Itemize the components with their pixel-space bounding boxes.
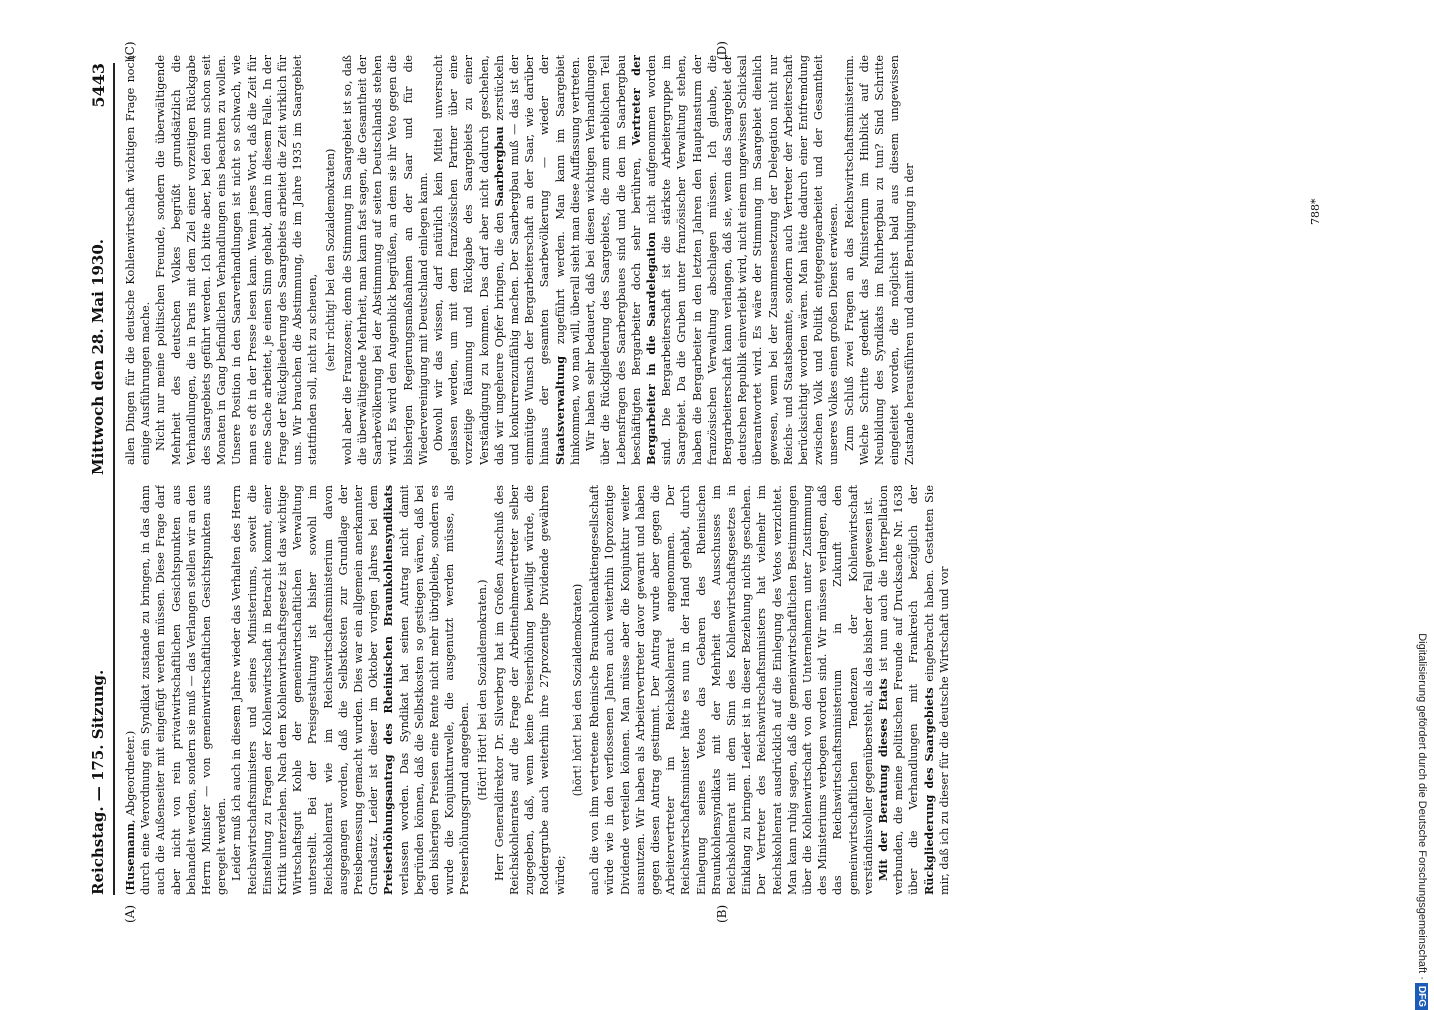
- head-date: Mittwoch den 28. Mai 1930.: [89, 238, 107, 475]
- running-head: [85, 63, 115, 895]
- paragraph: Mit der Beratung dieses Etats ist nun auch die Interpellation verbunden, die meine politischen Freunde auf Drucksache Nr. 1638 über die Verhandlungen mit Frankreich bezüglich der Rückgliederung des Saargebiets eingebracht haben. Gestatten Sie mir, daß ich zu dieser für die deutsche Wirtschaft und vor: [875, 485, 951, 895]
- sheet-mark: 788*: [1309, 198, 1322, 225]
- paragraph: allen Dingen für die deutsche Kohlenwirtschaft wichtigen Frage noch einige Ausführungen mache.: [124, 55, 153, 465]
- interjection: (sehr richtig! bei den Sozialdemokraten): [323, 148, 337, 372]
- text-column-left: [123, 485, 1303, 895]
- margin-marker-a: (A): [123, 904, 137, 923]
- newspaper-page: [85, 41, 1325, 923]
- margin-marker-d: (D): [715, 41, 729, 60]
- paragraph: Wir haben sehr bedauert, daß bei diesen wichtigen Verhandlungen über die Rückgliederung des Saargebiets, die zum erheblichen Teil Lebensfragen des Saarbergbaues sind und die den im Saarbergbau beschäftigten Bergarbeiter doch sehr berühren, Vertreter der Bergarbeiter in die Saardelegation nicht aufgenommen worden sind. Die Bergarbeiterschaft ist die stärkste Arbeitergruppe im Saargebiet. Da die Gruben unter französischer Verwaltung stehen, haben die Bergarbeiter in den letzten Jahren den Hauptansturm der französischen Verwaltung abschlagen müssen. Ich glaube, die Bergarbeiterschaft kann verlangen, daß sie, wenn das Saargebiet der deutschen Republik einverleibt wird, nicht einem ungewissen Schicksal überantwortet wird. Es wäre der Stimmung im Saargebiet dienlich gewesen, wenn bei der Zusammensetzung der Delegation nicht nur Reichs- und Staatsbeamte, sondern auch Vertreter der Arbeiterschaft berücksichtigt worden wären. Man hätte dadurch einer Entfremdung zwischen Volk und Politik entgegengearbeitet und der Gesamtheit unseres Volkes einen großen Dienst erwiesen.: [584, 55, 841, 465]
- text-column-right: [123, 55, 1303, 465]
- paragraph: Leider muß ich auch in diesem Jahre wieder das Verhalten des Herrn Reichswirtschaftsministers und seines Ministeriums, soweit die Einstellung zu Fragen der Kohlenwirtschaft in Betracht kommt, einer Kritik unterziehen. Nach dem Kohlenwirtschaftsgesetz ist das wichtige Wirtschaftsgut Kohle der gemeinwirtschaftlichen Verwaltung unterstellt. Bei der Preisgestaltung ist bisher sowohl im Reichskohlenrat wie im Reichswirtschaftsministerium davon ausgegangen worden, daß die Selbstkosten zur Grundlage der Preisbemessung gemacht wurden. Dies war ein allgemein anerkannter Grundsatz. Leider ist dieser im Oktober vorigen Jahres bei dem Preiserhöhungsantrag des Rheinischen Braunkohlensyndikats verlassen worden. Das Syndikat hat seinen Antrag nicht damit begründen können, daß die Selbstkosten so gestiegen wären, daß bei den bisherigen Preisen eine Rente nicht mehr übrigbleibe, sondern es wurde die Konjunkturwelle, die ausgenutzt werden müsse, als Preiserhöhungsgrund angegeben.: [230, 485, 472, 895]
- margin-marker-b: (B): [715, 904, 729, 923]
- credit-text: Digitalisierung gefördert durch die Deutsche Forschungsgemeinschaft ·: [1416, 633, 1428, 980]
- interjection: (Hört! Hört! bei den Sozialdemokraten.): [475, 579, 489, 801]
- head-session: Reichstag. — 175. Sitzung.: [89, 669, 107, 895]
- paragraph: Herr Generaldirektor Dr. Silverberg hat im Großen Ausschuß des Reichskohlenrates auf die Frage der Arbeitnehmervertreter selber zugegeben, daß, wenn keine Preiserhöhung bewilligt würde, die Roddergrube auch weiterhin ihre 27prozentige Dividende gewähren würde;: [492, 485, 567, 895]
- paragraph: durch eine Verordnung ein Syndikat zustande zu bringen, in das dann auch die Außenseiter mit eingefügt werden müssen. Diese Frage darf aber nicht von rein privatwirtschaftlichen Gesichtspunkten aus behandelt werden, sondern sie muß — das Verlangen stellen wir an den Herrn Minister — von gemeinwirtschaftlichen Gesichtspunkten aus geregelt werden.: [139, 485, 229, 895]
- dfg-logo-icon: DFG: [1415, 983, 1428, 1010]
- paragraph: Nicht nur meine politischen Freunde, sondern die überwältigende Mehrheit des deutschen Volkes begrüßt grundsätzlich die Verhandlungen, die in Paris mit dem Ziel einer vorzeitigen Rückgabe des Saargebiets geführt werden. Ich bitte aber, bei den nun schon seit Monaten in Gang befindlichen Verhandlungen eins beachten zu wollen. Unsere Position in den Saarverhandlungen ist nicht so schwach, wie man es oft in der Presse lesen kann. Wenn jenes Wort, daß die Zeit für eine Sache arbeitet, je einen Sinn gehabt, dann in diesem Falle. In der Frage der Rückgliederung des Saargebiets arbeitet die Zeit wirklich für uns. Wir brauchen die Abstimmung, die im Jahre 1935 im Saargebiet stattfinden soll, nicht zu scheuen,: [154, 55, 320, 465]
- paragraph: auch die von ihm vertretene Rheinische Braunkohlenaktiengesellschaft würde wie in den verflossenen Jahren auch weiterhin 10prozentige Dividende verteilen können. Man müsse aber die Konjunktur weiter ausnutzen. Wir haben als Arbeitervertreter davor gewarnt und haben gegen diesen Antrag gestimmt. Der Antrag wurde aber gegen die Arbeitervertreter im Reichskohlenrat angenommen. Der Reichswirtschaftsminister hätte es nun in der Hand gehabt, durch Einlegung seines Vetos das Gebaren des Rheinischen Braunkohlensyndikats mit der Mehrheit des Ausschusses im Reichskohlenrat mit dem Sinn des Kohlenwirtschaftsgesetzes in Einklang zu bringen. Leider ist in dieser Beziehung nichts geschehen. Der Vertreter des Reichswirtschaftsministers hat vielmehr im Reichskohlenrat ausdrücklich auf die Einlegung des Vetos verzichtet. Man kann ruhig sagen, daß die gemeinwirtschaftlichen Bestimmungen über die Kohlenwirtschaft von den Unternehmern unter Zustimmung des Ministeriums verbogen worden sind. Wir müssen verlangen, daß das Reichswirtschaftsministerium in Zukunft den gemeinwirtschaftlichen Tendenzen der Kohlenwirtschaft verständnisvoller gegenübersteht, als das bisher der Fall gewesen ist.: [588, 485, 875, 895]
- margin-marker-c: (C): [123, 41, 137, 60]
- interjection: (hört! hört! bei den Sozialdemokraten): [570, 583, 584, 797]
- digitization-credit: [1410, 0, 1434, 1007]
- paragraph: Zum Schluß zwei Fragen an das Reichswirtschaftsministerium. Welche Schritte gedenkt das Ministerium im Hinblick auf die Neubildung des Syndikats im Ruhrbergbau zu tun? Sind Schritte eingeleitet worden, die möglichst bald aus diesem ungewissen Zustande herausführen und damit Beruhigung in der: [842, 55, 917, 465]
- paragraph: (Husemann, Abgeordneter.): [123, 730, 137, 895]
- paragraph: wohl aber die Franzosen; denn die Stimmung im Saargebiet ist so, daß die überwältigende Mehrheit, man kann fast sagen, die Gesamtheit der Saarbevölkerung bei der Abstimmung auf seiten Deutschlands stehen wird. Es wird den Augenblick begrüßen, an dem sie ihr Veto gegen die bisherigen Regierungsmaßnahmen an der Saar und für die Wiedervereinigung mit Deutschland einlegen kann.: [340, 55, 430, 465]
- paragraph: Obwohl wir das wissen, darf natürlich kein Mittel unversucht gelassen werden, um mit dem französischen Partner über eine vorzeitige Räumung und Rückgabe des Saargebiets zu einer Verständigung zu kommen. Das darf aber nicht dadurch geschehen, daß wir ungeheure Opfer bringen, die den Saarbergbau zerstückeln und konkurrenzunfähig machen. Der Saarbergbau muß — das ist der einmütige Wunsch der Bergarbeiterschaft an der Saar, wie darüber hinaus der gesamten Saarbevölkerung — wieder der Staatsverwaltung zugeführt werden. Man kann im Saargebiet hinkommen, wo man will, überall sieht man diese Auffassung vertreten.: [432, 55, 582, 465]
- page-number: 5443: [89, 63, 108, 108]
